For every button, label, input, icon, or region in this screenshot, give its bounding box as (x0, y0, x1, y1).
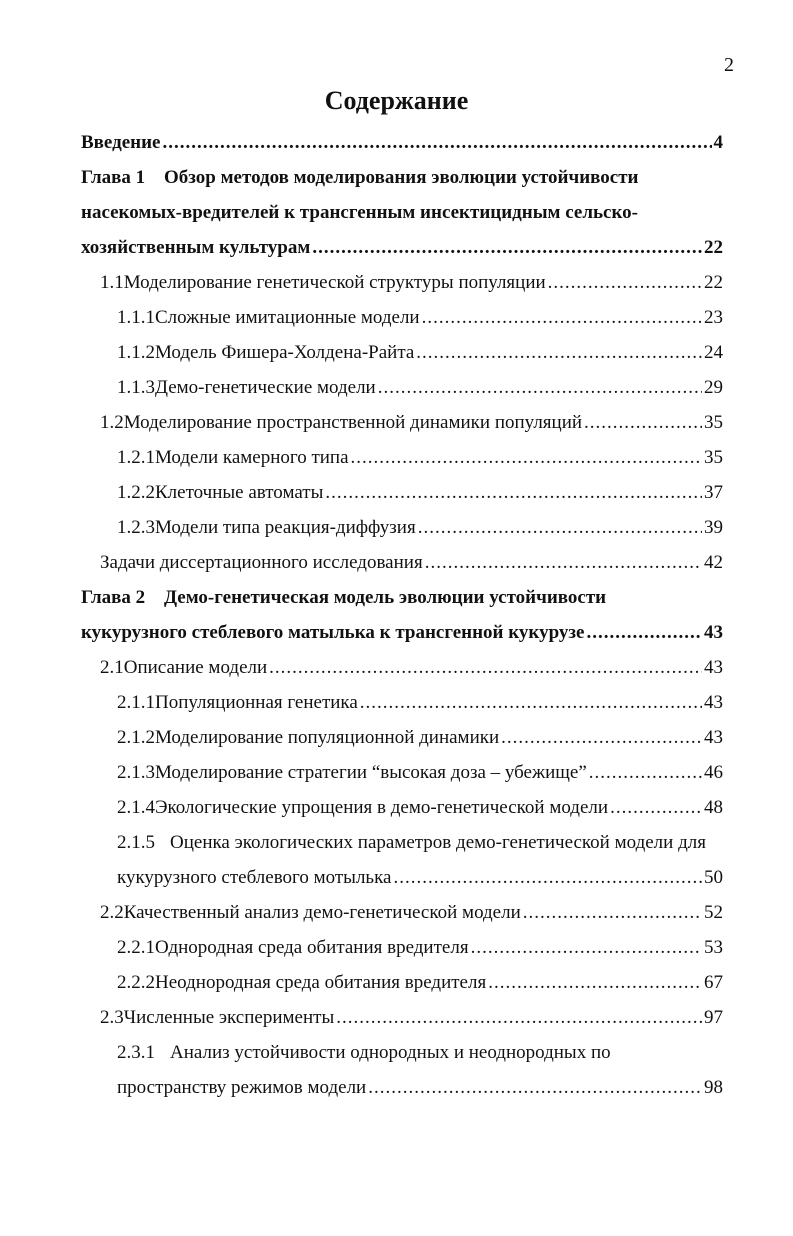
toc-entry-subsection[interactable] (117, 440, 723, 470)
toc-entry-title: Неоднородная среда обитания вредителя (155, 972, 487, 993)
dot-leader (422, 306, 702, 330)
toc-entry-chapter-1[interactable] (81, 160, 723, 190)
toc-entry-subsection[interactable] (117, 790, 723, 820)
toc-page-number: 43 (704, 622, 723, 643)
dot-leader (312, 236, 702, 260)
toc-entry-continuation[interactable] (81, 615, 723, 645)
dot-leader (425, 551, 702, 575)
dot-leader (378, 376, 702, 400)
toc-entry-title: насекомых-вредителей к трансгенным инсектицидным сельско- (81, 202, 639, 223)
toc-entry-number: 2.1.3 (117, 762, 155, 783)
toc-entry-title: Демо-генетическая модель эволюции устойчивости (164, 587, 607, 608)
toc-entry-continuation[interactable] (117, 860, 723, 890)
toc-page-number: 67 (704, 972, 723, 993)
toc-entry-title: Моделирование генетической структуры популяции (123, 272, 546, 293)
toc-entry-number: 2.3.1 (117, 1042, 155, 1063)
toc-entry-section[interactable] (100, 1000, 723, 1030)
toc-page-number: 42 (704, 552, 723, 573)
toc-page-number: 23 (704, 307, 723, 328)
page-number: 2 (724, 54, 734, 76)
toc-entry-title: Модель Фишера-Холдена-Райта (155, 342, 415, 363)
toc-entry-subsection[interactable] (117, 685, 723, 715)
toc-page-number: 48 (704, 797, 723, 818)
dot-leader (501, 726, 702, 750)
dot-leader (163, 131, 712, 155)
toc-entry-title: Моделирование пространственной динамики популяций (123, 412, 583, 433)
toc-entry-number: 1.2 (100, 412, 124, 433)
toc-page-number: 35 (704, 447, 723, 468)
dot-leader (586, 621, 702, 645)
toc-entry-number: 1.1 (100, 272, 124, 293)
toc-entry-title: Описание модели (123, 657, 268, 678)
toc-page-number: 98 (704, 1077, 723, 1098)
toc-entry-number: 2.2 (100, 902, 124, 923)
toc-entry-chapter-2[interactable] (81, 580, 723, 610)
toc-entry-number: 2.2.1 (117, 937, 155, 958)
page-title: Содержание (324, 86, 469, 115)
dot-leader (393, 866, 702, 890)
dot-leader (368, 1076, 702, 1100)
toc-entry-title: кукурузного стеблевого матылька к трансгенной кукурузе (81, 622, 585, 643)
toc-entry-number: 1.1.1 (117, 307, 155, 328)
toc-entry-subsection[interactable] (117, 370, 723, 400)
toc-entry-subsection[interactable] (117, 475, 723, 505)
dot-leader (418, 516, 702, 540)
toc-entry-number: 1.2.3 (117, 517, 155, 538)
toc-entry-subsection[interactable] (117, 965, 723, 995)
dot-leader (416, 341, 702, 365)
toc-entry-title: Оценка экологических параметров демо-генетической модели для (170, 832, 706, 853)
dot-leader (269, 656, 702, 680)
toc-entry-title: пространству режимов модели (117, 1077, 367, 1098)
toc-entry-subsection[interactable] (117, 1035, 723, 1065)
toc-entry-number: 2.1.5 (117, 832, 155, 853)
toc-entry-title: Качественный анализ демо-генетической модели (123, 902, 521, 923)
toc-entry-number: 1.1.2 (117, 342, 155, 363)
toc-entry-subsection[interactable] (117, 720, 723, 750)
toc-page-number: 22 (704, 272, 723, 293)
toc-entry-continuation[interactable] (81, 230, 723, 260)
dot-leader (336, 1006, 702, 1030)
toc-entry-title: хозяйственным культурам (81, 237, 311, 258)
toc-entry-title: Клеточные автоматы (155, 482, 324, 503)
toc-entry-tasks[interactable] (100, 545, 723, 575)
toc-entry-title: Демо-генетические модели (155, 377, 376, 398)
toc-entry-title: Модели типа реакция-диффузия (155, 517, 416, 538)
toc-page-number: 39 (704, 517, 723, 538)
toc-entry-title: Моделирование популяционной динамики (155, 727, 500, 748)
toc-page-number: 4 (713, 132, 723, 153)
toc-entry-number: 2.1.1 (117, 692, 155, 713)
toc-page-number: 22 (704, 237, 723, 258)
toc-entry-title: Популяционная генетика (155, 692, 358, 713)
toc-entry-subsection[interactable] (117, 755, 723, 785)
dot-leader (351, 446, 702, 470)
toc-page-number: 50 (704, 867, 723, 888)
toc-entry-subsection[interactable] (117, 825, 723, 855)
toc-entry-number: 2.3 (100, 1007, 124, 1028)
toc-page-number: 35 (704, 412, 723, 433)
toc-page-number: 37 (704, 482, 723, 503)
toc-entry-title: кукурузного стеблевого мотылька (117, 867, 392, 888)
toc-entry-title: Задачи диссертационного исследования (100, 552, 423, 573)
toc-entry-subsection[interactable] (117, 510, 723, 540)
dot-leader (584, 411, 702, 435)
toc-entry-introduction[interactable] (81, 125, 723, 155)
toc-page-number: 24 (704, 342, 723, 363)
toc-entry-number: 1.2.2 (117, 482, 155, 503)
dot-leader (360, 691, 702, 715)
toc-entry-title: Анализ устойчивости однородных и неоднородных по (170, 1042, 611, 1063)
dot-leader (523, 901, 702, 925)
toc-entry-section[interactable] (100, 405, 723, 435)
toc-page-number: 43 (704, 657, 723, 678)
toc-entry-title: Введение (81, 132, 161, 153)
toc-page-number: 43 (704, 727, 723, 748)
toc-entry-title: Моделирование стратегии “высокая доза – убежище” (155, 762, 587, 783)
toc-entry-section[interactable] (100, 265, 723, 295)
toc-entry-subsection[interactable] (117, 930, 723, 960)
toc-entry-continuation[interactable] (117, 1070, 723, 1100)
dot-leader (325, 481, 702, 505)
toc-entry-number: Глава 1 (81, 167, 146, 188)
dot-leader (548, 271, 702, 295)
toc-entry-number: 1.1.3 (117, 377, 155, 398)
toc-entry-subsection[interactable] (117, 300, 723, 330)
dot-leader (610, 796, 702, 820)
toc-entry-number: 2.2.2 (117, 972, 155, 993)
toc-entry-title: Однородная среда обитания вредителя (155, 937, 469, 958)
toc-entry-number: 1.2.1 (117, 447, 155, 468)
toc-entry-number: 2.1.4 (117, 797, 155, 818)
toc-page-number: 53 (704, 937, 723, 958)
toc-entry-subsection[interactable] (117, 335, 723, 365)
toc-page-number: 97 (704, 1007, 723, 1028)
toc-entry-continuation (81, 195, 723, 225)
toc-page-number: 43 (704, 692, 723, 713)
toc-entry-number: Глава 2 (81, 587, 146, 608)
dot-leader (488, 971, 702, 995)
dot-leader (471, 936, 702, 960)
toc-entry-number: 2.1.2 (117, 727, 155, 748)
toc-entry-title: Экологические упрощения в демо-генетической модели (155, 797, 609, 818)
toc-entry-section[interactable] (100, 895, 723, 925)
toc-entry-section[interactable] (100, 650, 723, 680)
toc-entry-title: Сложные имитационные модели (155, 307, 420, 328)
toc-entry-title: Численные эксперименты (123, 1007, 335, 1028)
toc-entry-title: Обзор методов моделирования эволюции устойчивости (164, 167, 639, 188)
toc-page-number: 46 (704, 762, 723, 783)
toc-page-number: 29 (704, 377, 723, 398)
toc-page-number: 52 (704, 902, 723, 923)
toc-entry-title: Модели камерного типа (155, 447, 349, 468)
dot-leader (589, 761, 702, 785)
toc-entry-number: 2.1 (100, 657, 124, 678)
